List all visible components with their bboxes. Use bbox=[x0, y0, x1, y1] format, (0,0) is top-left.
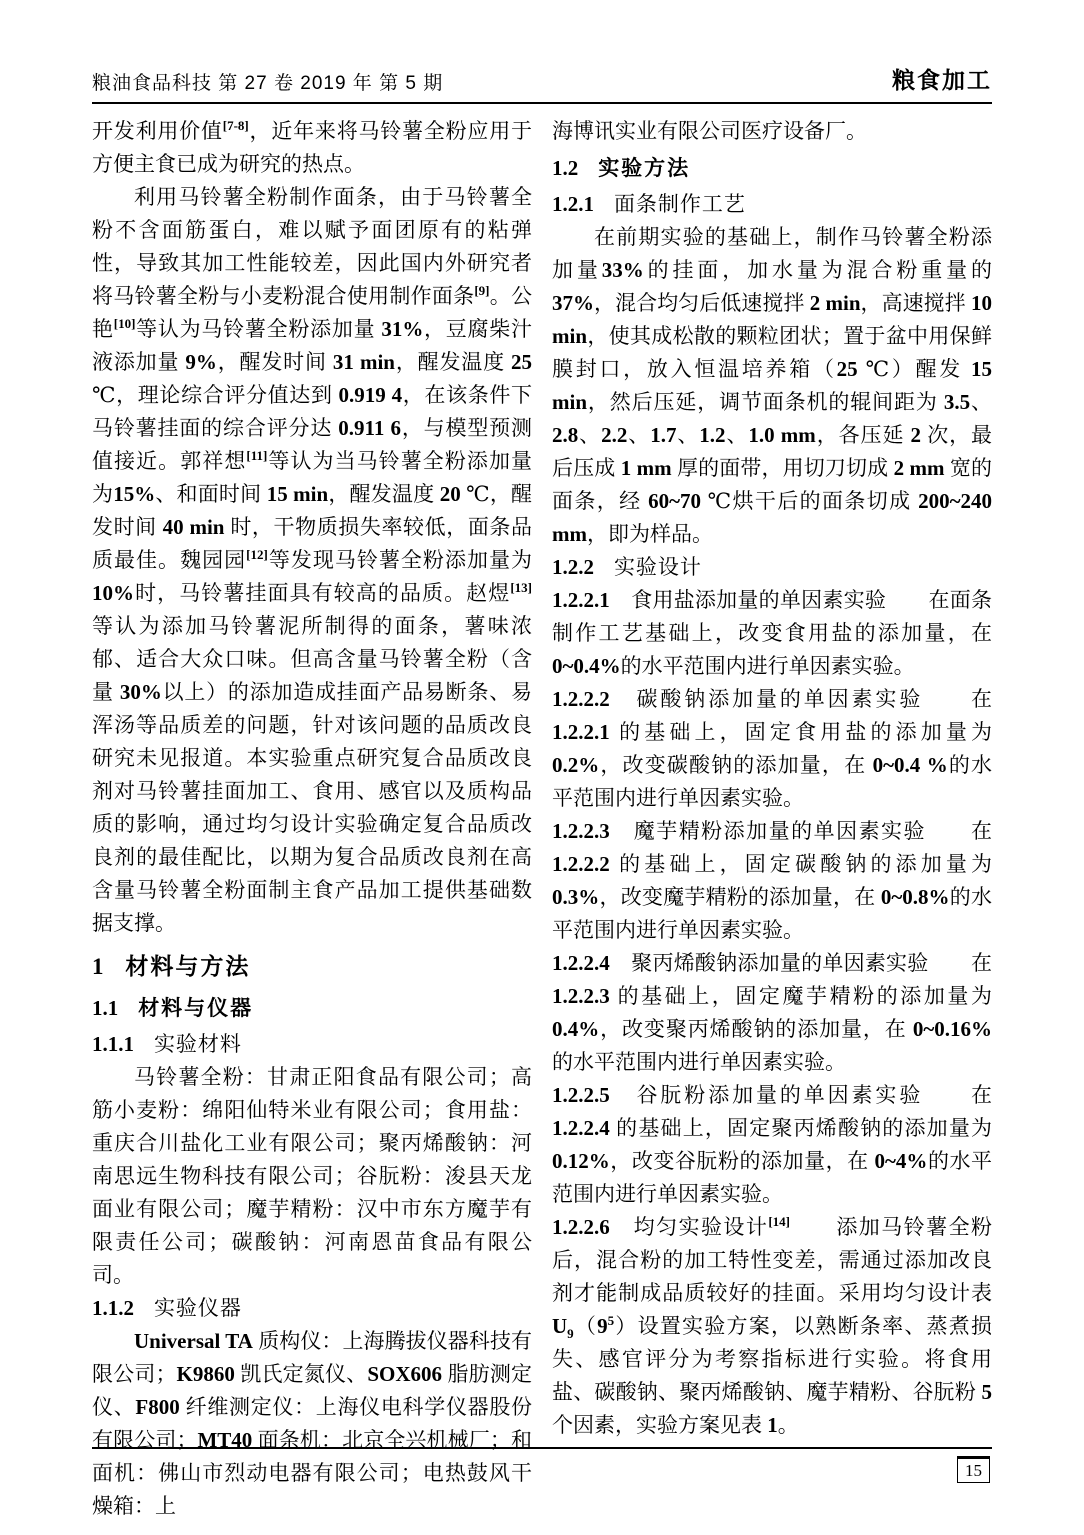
subsection-heading bbox=[92, 991, 532, 1026]
numeric-text: 1.2.2.1 bbox=[552, 720, 610, 744]
paragraph bbox=[92, 181, 532, 940]
right-column bbox=[552, 115, 992, 1523]
body-text: 面条机：北京全兴机械厂；和面机：佛山市烈动电器有限公司；电热鼓风干燥箱：上 bbox=[92, 1428, 532, 1518]
body-text: ，然后压延，调节面条机的辊间距为 bbox=[587, 390, 944, 414]
numeric-text: 0.919 4 bbox=[338, 383, 403, 407]
page-content bbox=[92, 62, 992, 1523]
reference-superscript: [11] bbox=[246, 448, 268, 463]
numeric-text: 10% bbox=[92, 581, 134, 605]
numeric-text: 2 bbox=[910, 423, 922, 447]
numeric-text: 15 min bbox=[266, 482, 329, 506]
reference-superscript: [12] bbox=[246, 547, 268, 562]
numeric-text: 60~70 bbox=[648, 489, 702, 513]
heading-title: 实验仪器 bbox=[153, 1296, 242, 1320]
body-text: 的挂面，加水量为混合粉重量的 bbox=[643, 258, 992, 282]
body-text: 、 bbox=[676, 423, 700, 447]
left-column bbox=[92, 115, 532, 1523]
numeric-text: 0~0.8% bbox=[880, 885, 950, 909]
body-text: 。 bbox=[777, 1413, 799, 1437]
paragraph bbox=[552, 683, 992, 815]
reference-superscript: [7-8] bbox=[222, 118, 249, 133]
body-text: 、 bbox=[627, 423, 651, 447]
body-text: 的基础上，固定食用盐的添加量为 bbox=[609, 720, 992, 744]
journal-info: 粮油食品科技 第 27 卷 2019 年 第 5 期 bbox=[92, 73, 444, 94]
numeric-text: 37% bbox=[552, 291, 594, 315]
body-text: 纤维测定仪：上海仪电科学仪器股份有限公司； bbox=[92, 1395, 533, 1452]
body-text: 马铃薯全粉：甘肃正阳食品有限公司；高筋小麦粉：绵阳仙特米业有限公司；食用盐：重庆合川盐化工业有限公司；聚丙烯酸钠：河南思远生物科技有限公司；谷朊粉：浚县天龙面业有限公司；魔芋精粉：汉中市东方魔芋有限责任公司；碳酸钠：河南恩苗食品有限公司。 bbox=[92, 1065, 532, 1287]
body-text: ，豆腐柴汁液添加量 bbox=[92, 317, 533, 374]
body-text: 在前期实验的基础上，制作马铃薯全粉添加量 bbox=[552, 225, 992, 282]
body-text: 次，最后压成 bbox=[552, 423, 993, 480]
numeric-text: 31 min bbox=[332, 350, 395, 374]
subsubsection-heading bbox=[92, 1028, 532, 1061]
numeric-text: 200~240 mm bbox=[552, 489, 993, 546]
numeric-text: 0.911 6 bbox=[338, 416, 401, 440]
body-text: ，改变聚丙烯酸钠的添加量，在 bbox=[599, 1017, 913, 1041]
numeric-text: 0~0.4 % bbox=[872, 753, 948, 777]
numeric-text: 0.12% bbox=[552, 1149, 610, 1173]
numeric-text: U bbox=[552, 1314, 568, 1338]
subsection-heading bbox=[552, 151, 992, 186]
numeric-text: Universal TA bbox=[134, 1329, 253, 1353]
page-header bbox=[92, 62, 992, 104]
numeric-text: 15% bbox=[113, 482, 156, 506]
body-text: ，即为样品。 bbox=[587, 522, 713, 546]
body-text: 食用盐添加量的单因素实验 在面条制作工艺基础上，改变食用盐的添加量，在 bbox=[552, 588, 992, 645]
heading-number: 1 bbox=[92, 954, 104, 979]
numeric-text: 9% bbox=[185, 350, 217, 374]
reference-superscript: [10] bbox=[113, 316, 136, 331]
subsubsection-heading bbox=[552, 188, 992, 221]
numeric-text: 2 mm bbox=[893, 456, 945, 480]
body-text: ℃烘干后的面条切成 bbox=[701, 489, 919, 513]
heading-number: 1.1.1 bbox=[92, 1032, 134, 1056]
heading-number: 1.1.2 bbox=[92, 1296, 134, 1320]
heading-title: 实验设计 bbox=[613, 555, 702, 579]
body-text: ，高速搅拌 bbox=[860, 291, 972, 315]
subsubsection-heading bbox=[552, 551, 992, 584]
numeric-text: 1.2.2.5 bbox=[552, 1083, 610, 1107]
body-text: 时，干物质损失率较低，面条品质最佳。魏园园 bbox=[92, 515, 533, 572]
body-text: 海博讯实业有限公司医疗设备厂。 bbox=[552, 119, 867, 143]
section-heading bbox=[92, 948, 532, 985]
body-text: ，各压延 bbox=[815, 423, 911, 447]
body-text: 的水平范围内进行单因素实验。 bbox=[620, 654, 915, 678]
body-text: 厚的面带，用切刀切成 bbox=[671, 456, 894, 480]
heading-title: 面条制作工艺 bbox=[613, 192, 746, 216]
body-text: 等发现马铃薯全粉添加量为 bbox=[267, 548, 533, 572]
numeric-text: 1.2.2.3 bbox=[552, 984, 610, 1008]
body-text: 等认为马铃薯全粉添加量 bbox=[135, 317, 382, 341]
heading-title: 实验方法 bbox=[598, 157, 691, 180]
body-text: ，改变谷朊粉的添加量，在 bbox=[609, 1149, 875, 1173]
paragraph bbox=[552, 221, 992, 551]
body-text: 聚丙烯酸钠添加量的单因素实验 在 bbox=[609, 951, 992, 975]
body-text: 宽的面条，经 bbox=[552, 456, 992, 513]
reference-superscript: 5 bbox=[607, 1313, 615, 1328]
numeric-text: 5 bbox=[981, 1380, 992, 1404]
body-text: 质构仪：上海腾拔仪器科技有限公司； bbox=[92, 1329, 533, 1386]
page-number: 15 bbox=[957, 1456, 990, 1483]
numeric-text: 15 min bbox=[552, 357, 992, 414]
paragraph bbox=[92, 115, 532, 181]
numeric-text: 0~4% bbox=[874, 1149, 928, 1173]
paragraph bbox=[552, 584, 992, 683]
numeric-text: 33% bbox=[601, 258, 644, 282]
body-text: ，醒发温度 bbox=[328, 482, 440, 506]
numeric-text: 30% bbox=[119, 680, 162, 704]
numeric-text: 0~0.4% bbox=[552, 654, 621, 678]
body-text: 的水平范围内进行单因素实验。 bbox=[552, 753, 993, 810]
heading-number: 1.2 bbox=[552, 156, 579, 180]
body-text: 的基础上，固定聚丙烯酸钠的添加量为 bbox=[609, 1116, 992, 1140]
body-text: ，近年来将马铃薯全粉应用于方便主食已成为研究的热点。 bbox=[92, 119, 533, 176]
numeric-text: K9860 bbox=[176, 1362, 235, 1386]
numeric-text: 1 bbox=[767, 1413, 778, 1437]
numeric-text: 1.2.2.2 bbox=[552, 687, 610, 711]
numeric-text: MT40 bbox=[197, 1428, 253, 1452]
body-text: 个因素，实验方案见表 bbox=[552, 1413, 768, 1437]
paragraph bbox=[552, 815, 992, 947]
numeric-text: 1.7 bbox=[650, 423, 677, 447]
numeric-text: 1 mm bbox=[620, 456, 672, 480]
body-text: 等认为添加马铃薯泥所制得的面条，薯味浓郁、适合大众口味。但高含量马铃薯全粉（含量 bbox=[92, 614, 532, 704]
body-text: 、和面时间 bbox=[155, 482, 267, 506]
numeric-text: 0.2% bbox=[552, 753, 600, 777]
numeric-text: F800 bbox=[135, 1395, 180, 1419]
heading-title: 材料与仪器 bbox=[138, 997, 254, 1020]
numeric-text: SOX606 bbox=[367, 1362, 443, 1386]
body-text: 魔芋精粉添加量的单因素实验 在 bbox=[609, 819, 992, 843]
section-label: 粮食加工 bbox=[892, 67, 992, 93]
body-text: 碳酸钠添加量的单因素实验 在 bbox=[609, 687, 992, 711]
body-text: 、 bbox=[970, 390, 993, 414]
body-text: 的基础上，固定碳酸钠的添加量为 bbox=[609, 852, 992, 876]
numeric-text: 9 bbox=[597, 1314, 608, 1338]
heading-number: 1.2.1 bbox=[552, 192, 594, 216]
numeric-text: 3.5 bbox=[943, 390, 971, 414]
body-text: ℃，理论综合评分值达到 bbox=[92, 383, 339, 407]
body-text: ，使其成松散的颗粒团状；置于盆中用保鲜膜封口，放入恒温培养箱（ bbox=[552, 324, 992, 381]
numeric-text: 1.2.2.4 bbox=[552, 1116, 610, 1140]
body-text: 的水平范围内进行单因素实验。 bbox=[552, 885, 993, 942]
subsubsection-heading bbox=[92, 1292, 532, 1325]
body-text: 等认为当马铃薯全粉添加量为 bbox=[92, 449, 533, 506]
numeric-text: 25 bbox=[511, 350, 533, 374]
body-text: ℃）醒发 bbox=[857, 357, 971, 381]
numeric-text: 25 bbox=[836, 357, 858, 381]
numeric-text: 0.4% bbox=[552, 1017, 600, 1041]
numeric-text: 0.3% bbox=[552, 885, 600, 909]
body-text: 的水平范围内进行单因素实验。 bbox=[552, 1050, 846, 1074]
body-text: 脂肪测定仪、 bbox=[92, 1362, 533, 1419]
body-text: ，在该条件下马铃薯挂面的综合评分达 bbox=[92, 383, 533, 440]
paragraph bbox=[552, 947, 992, 1079]
paragraph bbox=[552, 1079, 992, 1211]
body-text: 以上）的添加造成挂面产品易断条、易浑汤等品质差的问题，针对该问题的品质改良研究未见报道。本实验重点研究复合品质改良剂对马铃薯挂面加工、食用、感官以及质构品质的影响，通过均匀设计实验确定复合品质改良剂的最佳配比，以期为复合品质改良剂在高含量马铃薯全粉面制主食产品加工提供基础数据支撑。 bbox=[92, 680, 533, 935]
numeric-text: 2 min bbox=[809, 291, 861, 315]
body-text: ，醒发温度 bbox=[395, 350, 512, 374]
body-text: 、 bbox=[578, 423, 602, 447]
body-text: （ bbox=[573, 1314, 598, 1338]
body-text: 谷朊粉添加量的单因素实验 在 bbox=[609, 1083, 992, 1107]
numeric-text: 10 min bbox=[552, 291, 993, 348]
reference-superscript: [13] bbox=[510, 580, 532, 595]
body-text: 添加马铃薯全粉后，混合粉的加工特性变差，需通过添加改良剂才能制成品质较好的挂面。采用均匀设计表 bbox=[552, 1215, 993, 1305]
numeric-text: 31% bbox=[381, 317, 424, 341]
heading-title: 材料与方法 bbox=[125, 953, 251, 979]
body-text: 的基础上，固定魔芋精粉的添加量为 bbox=[609, 984, 992, 1008]
body-text: ）设置实验方案，以熟断条率、蒸煮损失、感官评分为考察指标进行实验。将食用盐、碳酸钠、聚丙烯酸钠、魔芋精粉、谷朊粉 bbox=[552, 1314, 993, 1404]
two-column-body bbox=[92, 115, 992, 1523]
numeric-text: 1.2 bbox=[699, 423, 726, 447]
body-text: ，改变魔芋精粉的添加量，在 bbox=[599, 885, 881, 909]
heading-title: 实验材料 bbox=[153, 1032, 242, 1056]
body-text: ，改变碳酸钠的添加量，在 bbox=[599, 753, 873, 777]
paragraph bbox=[92, 1061, 532, 1292]
numeric-text: 20 bbox=[439, 482, 461, 506]
body-text: ℃，醒发时间 bbox=[92, 482, 533, 539]
heading-number: 1.1 bbox=[92, 996, 119, 1020]
paragraph bbox=[552, 1211, 992, 1442]
body-text: 利用马铃薯全粉制作面条，由于马铃薯全粉不含面筋蛋白，难以赋予面团原有的粘弹性，导致其加工性能较差，因此国内外研究者将马铃薯全粉与小麦粉混合使用制作面条 bbox=[92, 185, 532, 308]
subscript: 9 bbox=[567, 1326, 574, 1342]
numeric-text: 1.2.2.6 bbox=[552, 1215, 610, 1239]
body-text: 。公艳 bbox=[92, 284, 532, 341]
body-text: 开发利用价值 bbox=[92, 119, 223, 143]
numeric-text: 1.2.2.4 bbox=[552, 951, 610, 975]
body-text: 时，马铃薯挂面具有较高的品质。赵煜 bbox=[134, 581, 511, 605]
paragraph bbox=[552, 115, 992, 148]
footer-rule bbox=[92, 1447, 992, 1509]
body-text: 的水平范围内进行单因素实验。 bbox=[552, 1149, 993, 1206]
numeric-text: 2.2 bbox=[601, 423, 628, 447]
body-text: ，与模型预测值接近。郭祥想 bbox=[92, 416, 533, 473]
body-text: ，混合均匀后低速搅拌 bbox=[594, 291, 810, 315]
reference-superscript: [14] bbox=[768, 1214, 790, 1229]
numeric-text: 1.0 mm bbox=[748, 423, 816, 447]
numeric-text: 1.2.2.1 bbox=[552, 588, 610, 612]
numeric-text: 0~0.16% bbox=[912, 1017, 992, 1041]
numeric-text: 1.2.2.3 bbox=[552, 819, 610, 843]
reference-superscript: [9] bbox=[474, 283, 490, 298]
body-text: 凯氏定氮仪、 bbox=[234, 1362, 368, 1386]
body-text: 均匀实验设计 bbox=[609, 1215, 769, 1239]
numeric-text: 1.2.2.2 bbox=[552, 852, 610, 876]
numeric-text: 40 min bbox=[162, 515, 225, 539]
body-text: 、 bbox=[725, 423, 749, 447]
numeric-text: 2.8 bbox=[552, 423, 579, 447]
body-text: ，醒发时间 bbox=[216, 350, 333, 374]
heading-number: 1.2.2 bbox=[552, 555, 594, 579]
